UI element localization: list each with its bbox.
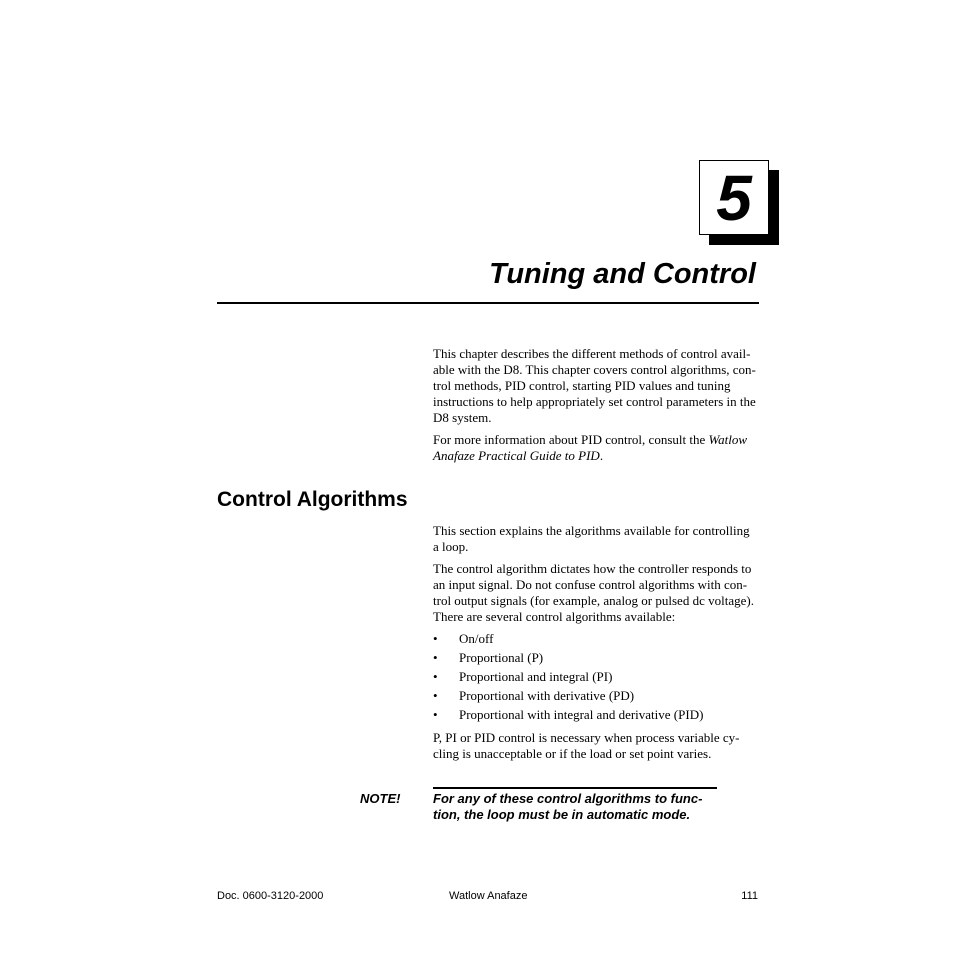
text-line: For any of these control algorithms to func- xyxy=(433,791,703,806)
text-fragment: For more information about PID control, consult the xyxy=(433,432,709,447)
note-rule xyxy=(433,787,717,789)
reference-title: Anafaze Practical Guide to PID xyxy=(433,448,600,463)
text-line xyxy=(433,432,768,448)
list-item xyxy=(433,707,768,726)
text-line: There are several control algorithms available: xyxy=(433,609,676,624)
chapter-number: 5 xyxy=(716,162,752,234)
chapter-number-box xyxy=(699,160,769,235)
list-item xyxy=(433,669,768,688)
note-text xyxy=(433,791,723,823)
list-item xyxy=(433,631,768,650)
list-item-label: Proportional (P) xyxy=(459,650,544,665)
list-item-label: On/off xyxy=(459,631,494,646)
intro-paragraph-1 xyxy=(433,346,768,426)
text-line: P, PI or PID control is necessary when process variable cy- xyxy=(433,730,740,745)
chapter-title: Tuning and Control xyxy=(489,258,756,290)
footer-doc-number: Doc. 0600-3120-2000 xyxy=(217,890,324,902)
text-line: This section explains the algorithms available for controlling xyxy=(433,523,750,538)
title-rule xyxy=(217,302,759,304)
list-item-label: Proportional and integral (PI) xyxy=(459,669,613,684)
bullet-icon: • xyxy=(433,669,438,684)
section-heading: Control Algorithms xyxy=(217,488,408,511)
text-line: cling is unacceptable or if the load or set point varies. xyxy=(433,746,712,761)
bullet-icon: • xyxy=(433,688,438,703)
list-item xyxy=(433,688,768,707)
footer-page-number: 111 xyxy=(741,890,758,902)
section-paragraph-1 xyxy=(433,523,768,555)
bullet-icon: • xyxy=(433,650,438,665)
text-line: trol methods, PID control, starting PID values and tuning xyxy=(433,378,731,393)
note-label: NOTE! xyxy=(360,791,401,806)
section-paragraph-3 xyxy=(433,730,768,762)
list-item xyxy=(433,650,768,669)
bullet-icon: • xyxy=(433,631,438,646)
text-line: This chapter describes the different methods of control avail- xyxy=(433,346,751,361)
text-line xyxy=(433,448,768,464)
list-item-label: Proportional with integral and derivative (PID) xyxy=(459,707,704,722)
text-line: instructions to help appropriately set control parameters in the xyxy=(433,394,756,409)
text-line: able with the D8. This chapter covers control algorithms, con- xyxy=(433,362,756,377)
bullet-icon: • xyxy=(433,707,438,722)
text-line: trol output signals (for example, analog or pulsed dc voltage). xyxy=(433,593,754,608)
algorithm-list xyxy=(433,631,768,726)
text-line: The control algorithm dictates how the controller responds to xyxy=(433,561,752,576)
text-line: a loop. xyxy=(433,539,469,554)
reference-title: Watlow xyxy=(708,432,748,447)
text-line: tion, the loop must be in automatic mode. xyxy=(433,807,691,822)
intro-paragraph-2 xyxy=(433,432,768,464)
footer-company: Watlow Anafaze xyxy=(449,890,528,902)
text-line: an input signal. Do not confuse control algorithms with con- xyxy=(433,577,748,592)
text-fragment: . xyxy=(599,448,604,463)
list-item-label: Proportional with derivative (PD) xyxy=(459,688,635,703)
text-line: D8 system. xyxy=(433,410,492,425)
section-paragraph-2 xyxy=(433,561,768,625)
